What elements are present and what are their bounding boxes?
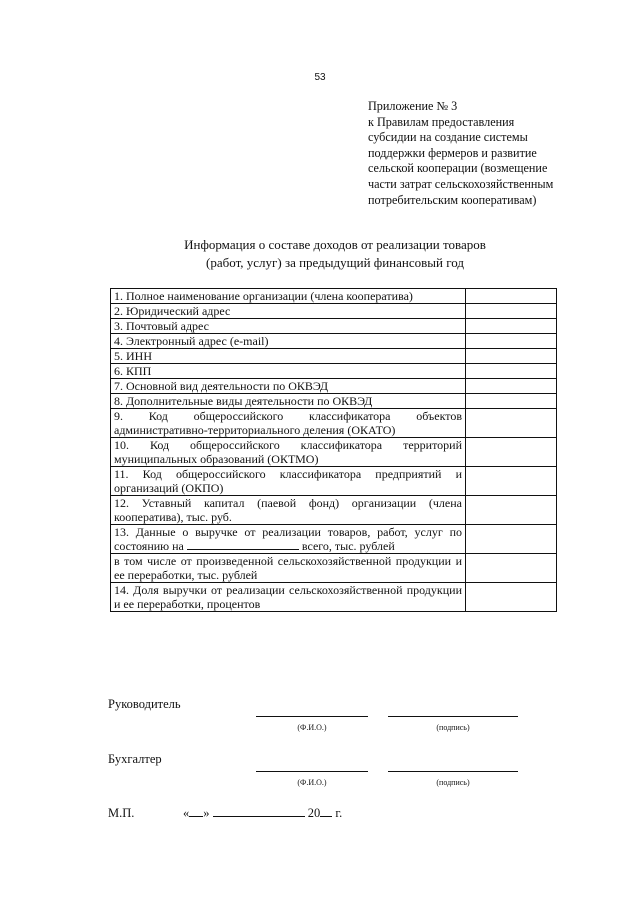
row-label: 1. Полное наименование организации (члена кооператива)	[111, 289, 466, 304]
appendix-line: потребительским кооперативам)	[368, 192, 537, 207]
row-value-field[interactable]	[466, 496, 557, 525]
accountant-label: Бухгалтер	[108, 752, 162, 766]
year-blank[interactable]	[320, 816, 332, 817]
head-signature-caption: (подпись)	[436, 723, 470, 732]
head-fio-line[interactable]	[256, 716, 368, 717]
row-label: 10. Код общероссийского классификатора территорий муниципальных образований (ОКТМО)	[111, 438, 466, 467]
row-label: 7. Основной вид деятельности по ОКВЭД	[111, 379, 466, 394]
row-value-field[interactable]	[466, 409, 557, 438]
row-label: 6. КПП	[111, 364, 466, 379]
quote-close: »	[203, 806, 210, 820]
month-blank[interactable]	[213, 816, 305, 817]
revenue-label-part1: 13. Данные о выручке от реализации товаров, работ, услуг по состоянию на	[114, 525, 462, 553]
accountant-signature-caption: (подпись)	[436, 778, 470, 787]
appendix-header	[368, 99, 608, 208]
row-label: 11. Код общероссийского классификатора предприятий и организаций (ОКПО)	[111, 467, 466, 496]
row-label: 14. Доля выручки от реализации сельскохозяйственной продукции и ее переработки, процентов	[111, 583, 466, 612]
row-label: 3. Почтовый адрес	[111, 319, 466, 334]
row-value-field[interactable]	[466, 364, 557, 379]
table-row	[111, 467, 557, 496]
row-label: 8. Дополнительные виды деятельности по ОКВЭД	[111, 394, 466, 409]
row-value-field[interactable]	[466, 583, 557, 612]
row-value-field[interactable]	[466, 334, 557, 349]
table-row	[111, 583, 557, 612]
row-label: в том числе от произведенной сельскохозяйственной продукции и ее переработки, тыс. рублей	[111, 554, 466, 583]
row-label: 5. ИНН	[111, 349, 466, 364]
row-value-field[interactable]	[466, 304, 557, 319]
row-value-field[interactable]	[466, 319, 557, 334]
appendix-line: субсидии на создание системы	[368, 130, 528, 145]
document-title	[0, 236, 640, 272]
table-row	[111, 334, 557, 349]
appendix-line: части затрат сельскохозяйственным	[368, 176, 554, 191]
day-blank[interactable]	[189, 816, 203, 817]
stamp-place-label: М.П.	[108, 806, 135, 820]
table-row	[111, 304, 557, 319]
year-suffix: г.	[335, 806, 343, 820]
row-value-field[interactable]	[466, 525, 557, 554]
table-row	[111, 409, 557, 438]
table-row	[111, 554, 557, 583]
row-label-revenue	[111, 525, 466, 554]
head-label: Руководитель	[108, 697, 181, 711]
row-label: 9. Код общероссийского классификатора объектов административно-территориального деления (ОКАТО)	[111, 409, 466, 438]
row-value-field[interactable]	[466, 394, 557, 409]
row-label: 4. Электронный адрес (e-mail)	[111, 334, 466, 349]
row-label: 2. Юридический адрес	[111, 304, 466, 319]
date-blank-line[interactable]	[187, 549, 299, 550]
row-value-field[interactable]	[466, 289, 557, 304]
appendix-line: поддержки фермеров и развитие	[368, 145, 537, 160]
table-row	[111, 289, 557, 304]
appendix-line: к Правилам предоставления	[368, 114, 515, 129]
table-row	[111, 525, 557, 554]
row-label: 12. Уставный капитал (паевой фонд) организации (члена кооператива), тыс. руб.	[111, 496, 466, 525]
table-row	[111, 364, 557, 379]
head-fio-caption: (Ф.И.О.)	[297, 723, 327, 732]
table-row	[111, 319, 557, 334]
page-number: 53	[314, 72, 326, 83]
table-row	[111, 438, 557, 467]
row-value-field[interactable]	[466, 379, 557, 394]
title-line-1: Информация о составе доходов от реализации товаров	[184, 237, 486, 252]
accountant-fio-line[interactable]	[256, 771, 368, 772]
appendix-line: Приложение № 3	[368, 99, 458, 113]
accountant-signature-line[interactable]	[388, 771, 518, 772]
row-value-field[interactable]	[466, 467, 557, 496]
row-value-field[interactable]	[466, 349, 557, 364]
table-row	[111, 379, 557, 394]
accountant-fio-caption: (Ф.И.О.)	[297, 778, 327, 787]
appendix-line: сельской кооперации (возмещение	[368, 161, 548, 176]
table-row	[111, 496, 557, 525]
row-value-field[interactable]	[466, 438, 557, 467]
row-value-field[interactable]	[466, 554, 557, 583]
year-prefix: 20	[307, 806, 321, 820]
table-row	[111, 349, 557, 364]
quote-open: «	[183, 806, 190, 820]
revenue-label-part2: всего, тыс. рублей	[301, 539, 395, 553]
head-signature-line[interactable]	[388, 716, 518, 717]
table-row	[111, 394, 557, 409]
date-line	[183, 806, 342, 821]
title-line-2: (работ, услуг) за предыдущий финансовый год	[206, 255, 464, 270]
info-table	[110, 288, 557, 612]
